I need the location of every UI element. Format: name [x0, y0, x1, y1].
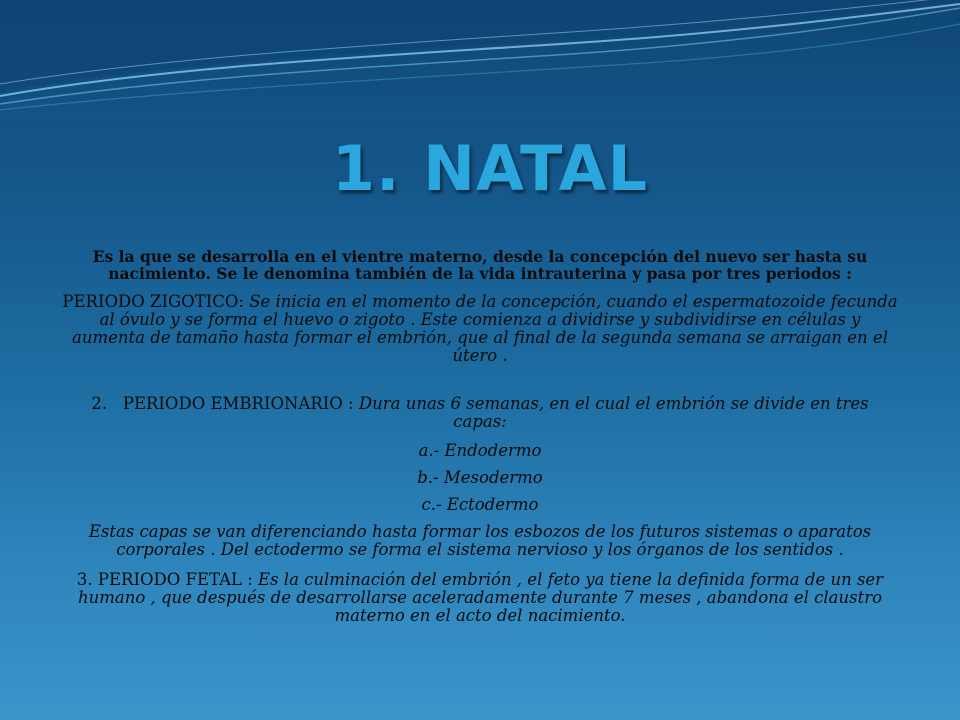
zigotico-text: Se inicia en el momento de la concepción, cuando el espermatozoide fecunda al óvulo y se forma el huevo o zigoto . Este comienza a dividirse y subdividirse en células y aumenta de tamaño hasta formar el embrión, que al final de la segunda semana se arraigan en el útero . [72, 292, 898, 365]
embrionario-number: 2. [91, 394, 108, 413]
slide-title: 1. NATAL [331, 132, 649, 205]
capas-paragraph: Estas capas se van diferenciando hasta formar los esbozos de los futuros sistemas o aparatos corporales . Del ectodermo se forma el sistema nervioso y los órganos de los sentidos . [88, 522, 872, 559]
fetal-text: Es la culminación del embrión , el feto ya tiene la definida forma de un ser humano , que después de desarrollarse aceleradamente durante 7 meses , abandona el claustro materno en el acto del nacimiento. [77, 570, 884, 625]
zigotico-heading: PERIODO ZIGOTICO: [62, 292, 244, 311]
wave-decoration [0, 0, 960, 120]
zigotico-paragraph [62, 293, 898, 365]
layer-mesodermo: b.- Mesodermo [417, 468, 543, 487]
fetal-heading: 3. PERIODO FETAL : [76, 570, 253, 589]
embrionario-paragraph [62, 395, 898, 431]
layer-ectodermo: c.- Ectodermo [421, 495, 539, 514]
embrionario-heading: PERIODO EMBRIONARIO : [122, 394, 354, 413]
embrionario-text: Dura unas 6 semanas, en el cual el embrión se divide en tres capas: [358, 394, 869, 431]
fetal-paragraph [62, 571, 898, 625]
slide-body [62, 248, 898, 625]
intro-paragraph: Es la que se desarrolla en el vientre materno, desde la concepción del nuevo ser hasta su nacimiento. Se le denomina también de la vida intrauterina y pasa por tres periodos : [92, 247, 868, 283]
layer-endodermo: a.- Endodermo [418, 441, 542, 460]
